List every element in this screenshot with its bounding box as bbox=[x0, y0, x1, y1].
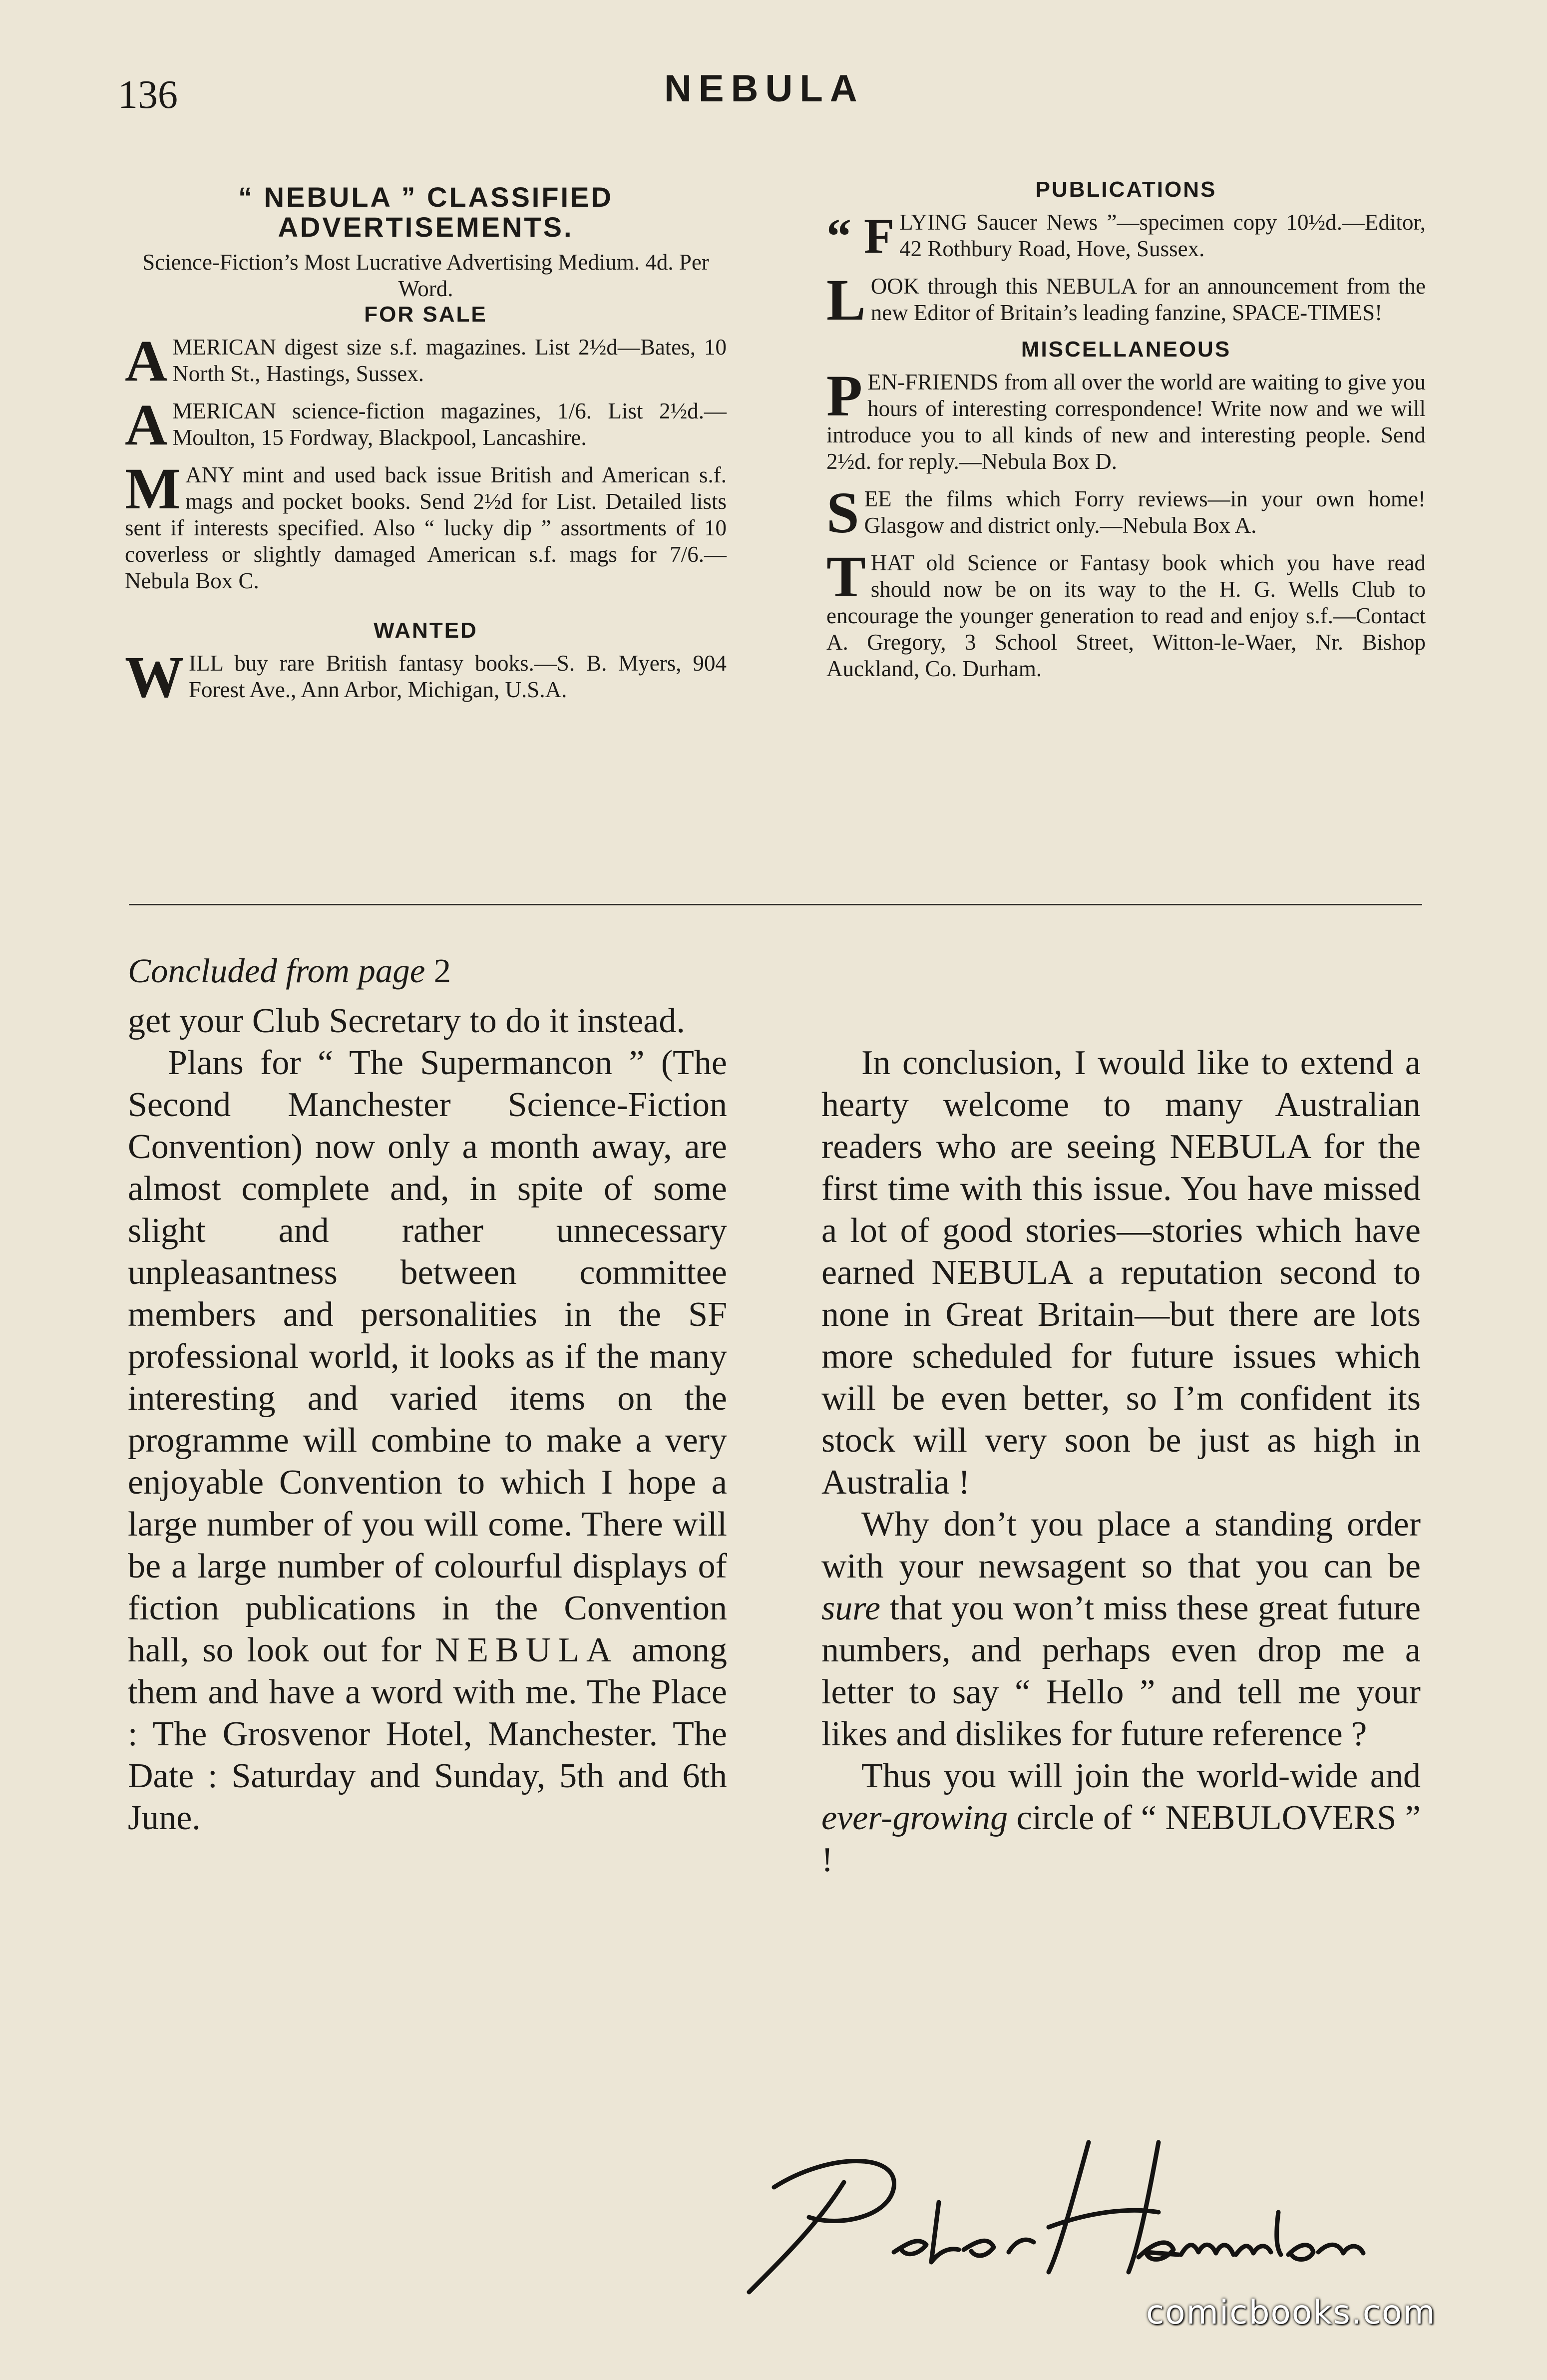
drop-cap: A bbox=[125, 392, 168, 457]
classifieds-title: “ NEBULA ” CLASSIFIED ADVERTISEMENTS. bbox=[238, 181, 613, 243]
paragraph: Why don’t you place a standing order with your newsagent so that you can be sure that you won’t miss these great future numbers, and perhaps even drop me a letter to say “ Hello ” and tell me your likes and dislikes for future reference ? bbox=[821, 1505, 1421, 1753]
heading-wanted: WANTED bbox=[374, 618, 478, 643]
drop-cap: M bbox=[125, 456, 181, 521]
ad-text: mint and used back issue British and American s.f. mags and pocket books. Send 2½d for List. Detailed lists sent if interests specified. Also “ lucky dip ” assortments of 10 coverless or slightly damaged American s.f. mags for 7/6.—Nebula Box C. bbox=[125, 462, 727, 593]
classified-ad bbox=[125, 392, 727, 457]
heading-miscellaneous: MISCELLANEOUS bbox=[1021, 337, 1231, 362]
ad-lead: HAT bbox=[870, 550, 914, 575]
ad-lead: LYING bbox=[899, 210, 967, 235]
ad-text: old Science or Fantasy book which you have read should now be on its way to the H. G. Wells Club to encourage the younger generation to read and enjoy s.f.—Contact A. Gregory, 3 School Street, Witton-le-Waer, Nr. Bishop Auckland, Co. Durham. bbox=[826, 550, 1426, 681]
classified-ad bbox=[125, 328, 727, 394]
magazine-name: NEBULA bbox=[434, 1631, 619, 1669]
classifieds-subtitle: Science-Fiction’s Most Lucrative Advertising Medium. 4d. Per Word. bbox=[142, 250, 709, 301]
ad-text: science-fiction magazines, 1/6. List 2½d.—Moulton, 15 Fordway, Blackpool, Lancashire. bbox=[172, 398, 727, 450]
classified-ad bbox=[125, 644, 727, 710]
drop-cap: S bbox=[826, 480, 859, 545]
ad-lead: ANY bbox=[185, 462, 234, 487]
classifieds-left-column bbox=[125, 182, 727, 714]
ad-lead: EE bbox=[864, 486, 892, 511]
classified-ad bbox=[826, 363, 1426, 475]
editorial-right-column bbox=[821, 1000, 1421, 1881]
drop-cap: A bbox=[125, 328, 168, 394]
ad-text: digest size s.f. magazines. List 2½d—Bates, 10 North St., Hastings, Sussex. bbox=[172, 335, 727, 386]
classified-ad bbox=[826, 209, 1426, 262]
editor-signature bbox=[729, 2122, 1428, 2302]
ad-text: Saucer News ”—specimen copy 10½d.—Editor, 42 Rothbury Road, Hove, Sussex. bbox=[899, 210, 1426, 261]
continuation-label: Concluded from page bbox=[128, 952, 425, 990]
ad-text: through this NEBULA for an announcement from the new Editor of Britain’s leading fanzine, SPACE-TIMES! bbox=[870, 274, 1426, 325]
paragraph: get your Club Secretary to do it instead. bbox=[128, 1002, 685, 1040]
heading-publications: PUBLICATIONS bbox=[1035, 177, 1217, 202]
ad-text: buy rare British fantasy books.—S. B. Myers, 904 Forest Ave., Ann Arbor, Michigan, U.S.A. bbox=[189, 651, 727, 702]
classifieds-right-column bbox=[826, 177, 1426, 693]
ad-text: the films which Forry reviews—in your own home! Glasgow and district only.—Nebula Box A. bbox=[864, 486, 1426, 538]
drop-cap: L bbox=[826, 267, 866, 333]
drop-cap: “ F bbox=[826, 208, 895, 264]
ad-lead: ILL bbox=[189, 651, 223, 676]
ad-lead: OOK bbox=[870, 274, 920, 299]
continuation-heading bbox=[128, 954, 451, 988]
drop-cap: T bbox=[826, 544, 866, 609]
page-number: 136 bbox=[118, 73, 178, 117]
running-title: NEBULA bbox=[664, 67, 864, 110]
ad-lead: MERICAN bbox=[172, 398, 276, 423]
drop-cap: W bbox=[125, 644, 184, 710]
classified-ad bbox=[826, 480, 1426, 545]
section-divider bbox=[129, 904, 1422, 905]
drop-cap: P bbox=[826, 363, 863, 428]
paragraph: Plans for “ The Supermancon ” (The Second Manchester Science-Fiction Convention) now only a month away, are almost complete and, in spite of some slight and rather unnecessary unpleasantness between committee members and personalities in the SF professional world, it looks as if the many interesting and varied items on the programme will combine to make a very enjoyable Convention to which I hope a large number of you will come. There will be a large number of colourful displays of fiction publications in the Convention hall, so look out for NEBULA among them and have a word with me. The Place : The Grosvenor Hotel, Manchester. The Date : Saturday and Sunday, 5th and 6th June. bbox=[128, 1044, 728, 1837]
classified-ad bbox=[826, 544, 1426, 682]
ad-text: from all over the world are waiting to give you hours of interesting correspondence! Write now and we will introduce you to all kinds of new and interesting people. Send 2½d. for reply.—Nebula Box D. bbox=[826, 370, 1426, 474]
classified-ad bbox=[826, 267, 1426, 333]
continuation-page: 2 bbox=[433, 952, 451, 990]
classified-ad bbox=[125, 456, 727, 594]
ad-lead: MERICAN bbox=[172, 335, 276, 360]
heading-for-sale: FOR SALE bbox=[364, 302, 487, 327]
watermark-credit: comicbooks.com bbox=[1146, 2293, 1436, 2332]
ad-lead: EN-FRIENDS bbox=[867, 370, 999, 395]
paragraph: In conclusion, I would like to extend a hearty welcome to many Australian readers who are seeing NEBULA for the first time with this issue. You have missed a lot of good stories—stories which have earned NEBULA a reputation second to none in Great Britain—but there are lots more scheduled for future issues which will be even better, so I’m confident its stock will very soon be just as high in Australia ! bbox=[821, 1044, 1421, 1502]
paragraph: Thus you will join the world-wide and ever-growing circle of “ NEBULOVERS ” ! bbox=[821, 1757, 1421, 1879]
editorial-left-column bbox=[128, 1000, 727, 1839]
